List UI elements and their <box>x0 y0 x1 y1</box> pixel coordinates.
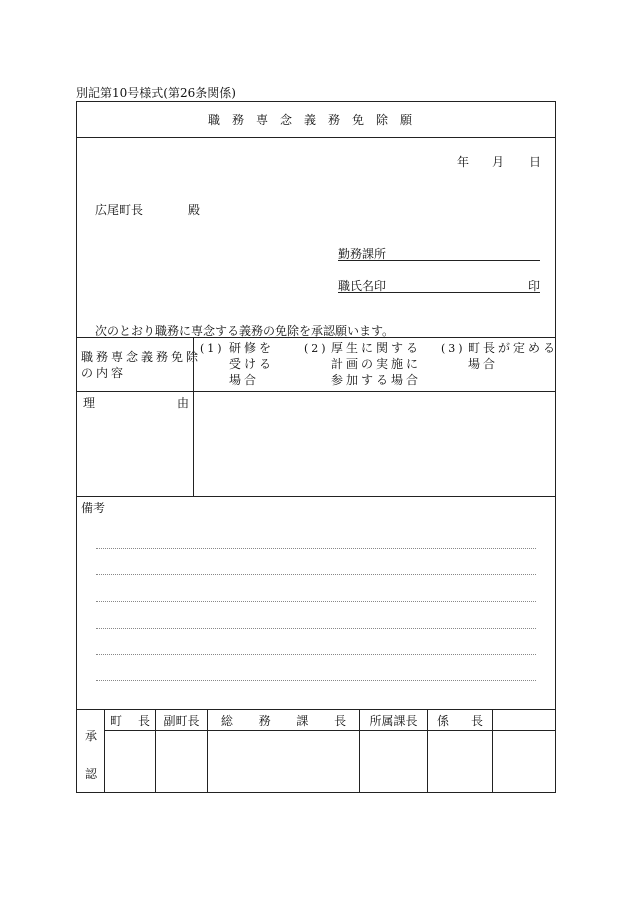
remarks-field[interactable] <box>90 520 545 690</box>
remarks-label: 備考 <box>81 501 106 515</box>
stamp-cell-general-affairs[interactable] <box>208 731 358 792</box>
remarks-dotted-line <box>96 680 536 681</box>
workplace-label: 勤務課所 <box>338 247 387 261</box>
workplace-field[interactable] <box>338 245 540 261</box>
remarks-dotted-line <box>96 574 536 575</box>
content-label: 職務専念義務免除 の内容 <box>81 350 202 380</box>
date-day: 日 <box>529 155 542 169</box>
option-3[interactable]: (3) 町長が定める 場合 <box>441 341 559 371</box>
approval-dept-chief: 所属課長 <box>369 714 418 728</box>
date-month: 月 <box>492 155 505 169</box>
reason-label-start: 理 <box>83 396 96 410</box>
name-field[interactable] <box>338 277 540 293</box>
option-2[interactable]: (2) 厚生に関する 計画の実施に 参加する場合 <box>304 341 422 387</box>
stamp-cell-dept-chief[interactable] <box>360 731 426 792</box>
remarks-dotted-line <box>96 548 536 549</box>
name-label: 職氏名印 <box>338 279 387 293</box>
honorific: 殿 <box>188 203 201 217</box>
stamp-cell-section-chief[interactable] <box>428 731 491 792</box>
approval-general-affairs: 総 務 課 長 <box>220 714 347 728</box>
date-year: 年 <box>457 155 470 169</box>
remarks-dotted-line <box>96 601 536 602</box>
reason-field[interactable] <box>194 392 555 496</box>
approval-deputy-mayor: 副町長 <box>163 714 200 728</box>
remarks-dotted-line <box>96 654 536 655</box>
approval-mayor: 町 長 <box>109 714 151 728</box>
seal-mark: 印 <box>527 279 540 293</box>
form-caption: 別記第10号様式(第26条関係) <box>76 86 236 100</box>
option-1[interactable]: (1) 研修を 受ける 場合 <box>200 341 275 387</box>
remarks-top-line <box>76 496 556 497</box>
request-text: 次のとおり職務に専念する義務の免除を承認願います。 <box>95 324 395 338</box>
content-top-line <box>76 337 556 338</box>
form-title: 職務専念義務免除願 <box>207 113 424 127</box>
remarks-dotted-line <box>96 628 536 629</box>
approval-label-1: 承 <box>85 729 98 743</box>
stamp-cell-deputy-mayor[interactable] <box>156 731 206 792</box>
addressee: 広尾町長 <box>95 203 144 217</box>
stamp-cell-extra[interactable] <box>493 731 555 792</box>
reason-label-end: 由 <box>177 396 190 410</box>
approval-label-2: 認 <box>85 767 98 781</box>
approval-top-line <box>76 709 556 710</box>
approval-section-chief: 係 長 <box>436 714 484 728</box>
title-divider <box>76 137 556 138</box>
stamp-cell-mayor[interactable] <box>105 731 154 792</box>
